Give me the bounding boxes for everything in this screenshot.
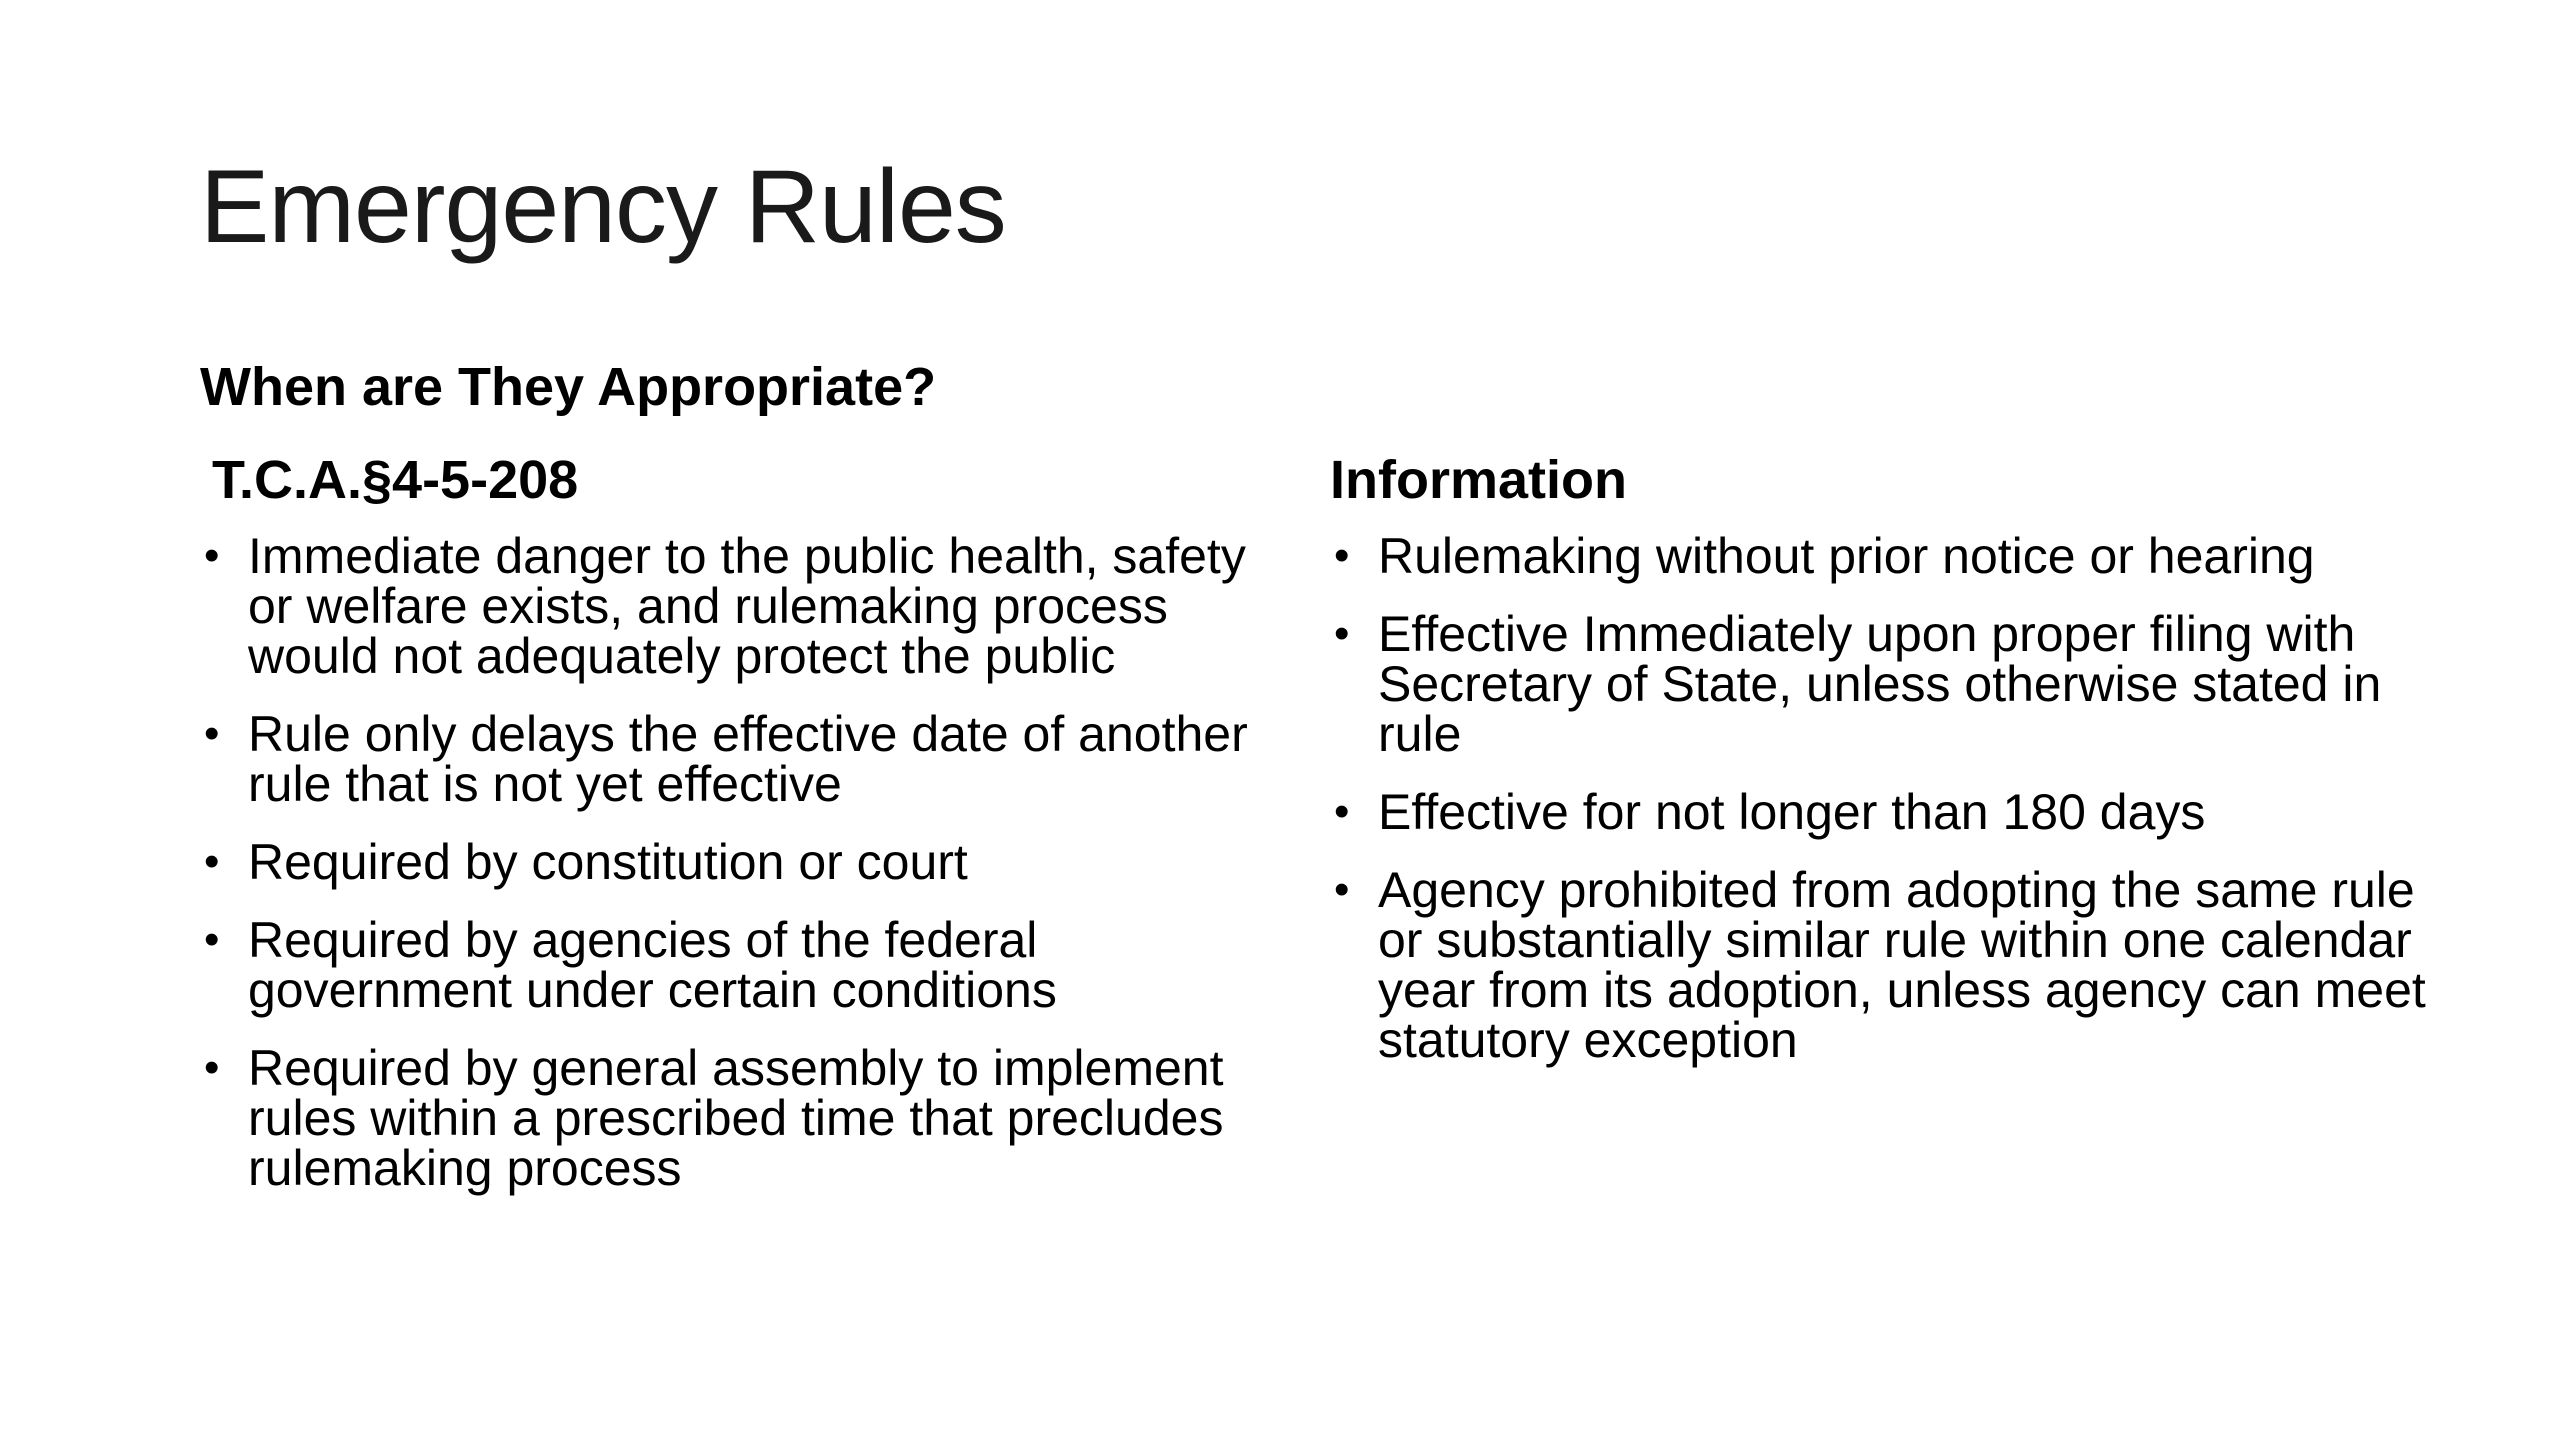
bullet-icon: • (204, 914, 220, 964)
list-item-text: Effective Immediately upon proper filing with Secretary of State, unless otherwise stated in rule (1378, 605, 2382, 762)
list-item-text: Rule only delays the effective date of another rule that is not yet effective (248, 705, 1248, 812)
list-item-text: Rulemaking without prior notice or hearing (1378, 527, 2315, 584)
bullet-icon: • (204, 836, 220, 886)
list-item (200, 833, 1300, 890)
slide-title: Emergency Rules (200, 149, 1006, 265)
bullet-icon: • (1334, 864, 1350, 914)
list-item-text: Immediate danger to the public health, safety or welfare exists, and rulemaking process would not adequately protect the public (248, 527, 1246, 684)
bullet-icon: • (1334, 530, 1350, 580)
bullet-icon: • (1334, 786, 1350, 836)
list-item-text: Required by agencies of the federal government under certain conditions (248, 911, 1057, 1018)
right-bullet-list (1330, 527, 2450, 1068)
bullet-icon: • (204, 708, 220, 758)
list-item (1330, 861, 2450, 1068)
list-item-text: Effective for not longer than 180 days (1378, 783, 2206, 840)
left-column (200, 448, 1300, 1221)
left-column-heading: T.C.A.§4-5-208 (212, 450, 579, 510)
bullet-icon: • (1334, 608, 1350, 658)
list-item (1330, 783, 2450, 840)
list-item-text: Required by constitution or court (248, 833, 968, 890)
list-item (1330, 605, 2450, 762)
right-column (1330, 448, 2450, 1093)
list-item-text: Agency prohibited from adopting the same rule or substantially similar rule within one calendar year from its adoption, unless agency can meet statutory exception (1378, 861, 2426, 1068)
slide-subtitle: When are They Appropriate? (200, 357, 937, 417)
left-bullet-list (200, 527, 1300, 1196)
list-item (200, 527, 1300, 684)
right-column-heading: Information (1330, 450, 1627, 510)
list-item (1330, 527, 2450, 584)
list-item (200, 705, 1300, 812)
bullet-icon: • (204, 530, 220, 580)
list-item (200, 1039, 1300, 1196)
list-item (200, 911, 1300, 1018)
list-item-text: Required by general assembly to implement rules within a prescribed time that precludes rulemaking process (248, 1039, 1224, 1196)
bullet-icon: • (204, 1042, 220, 1092)
